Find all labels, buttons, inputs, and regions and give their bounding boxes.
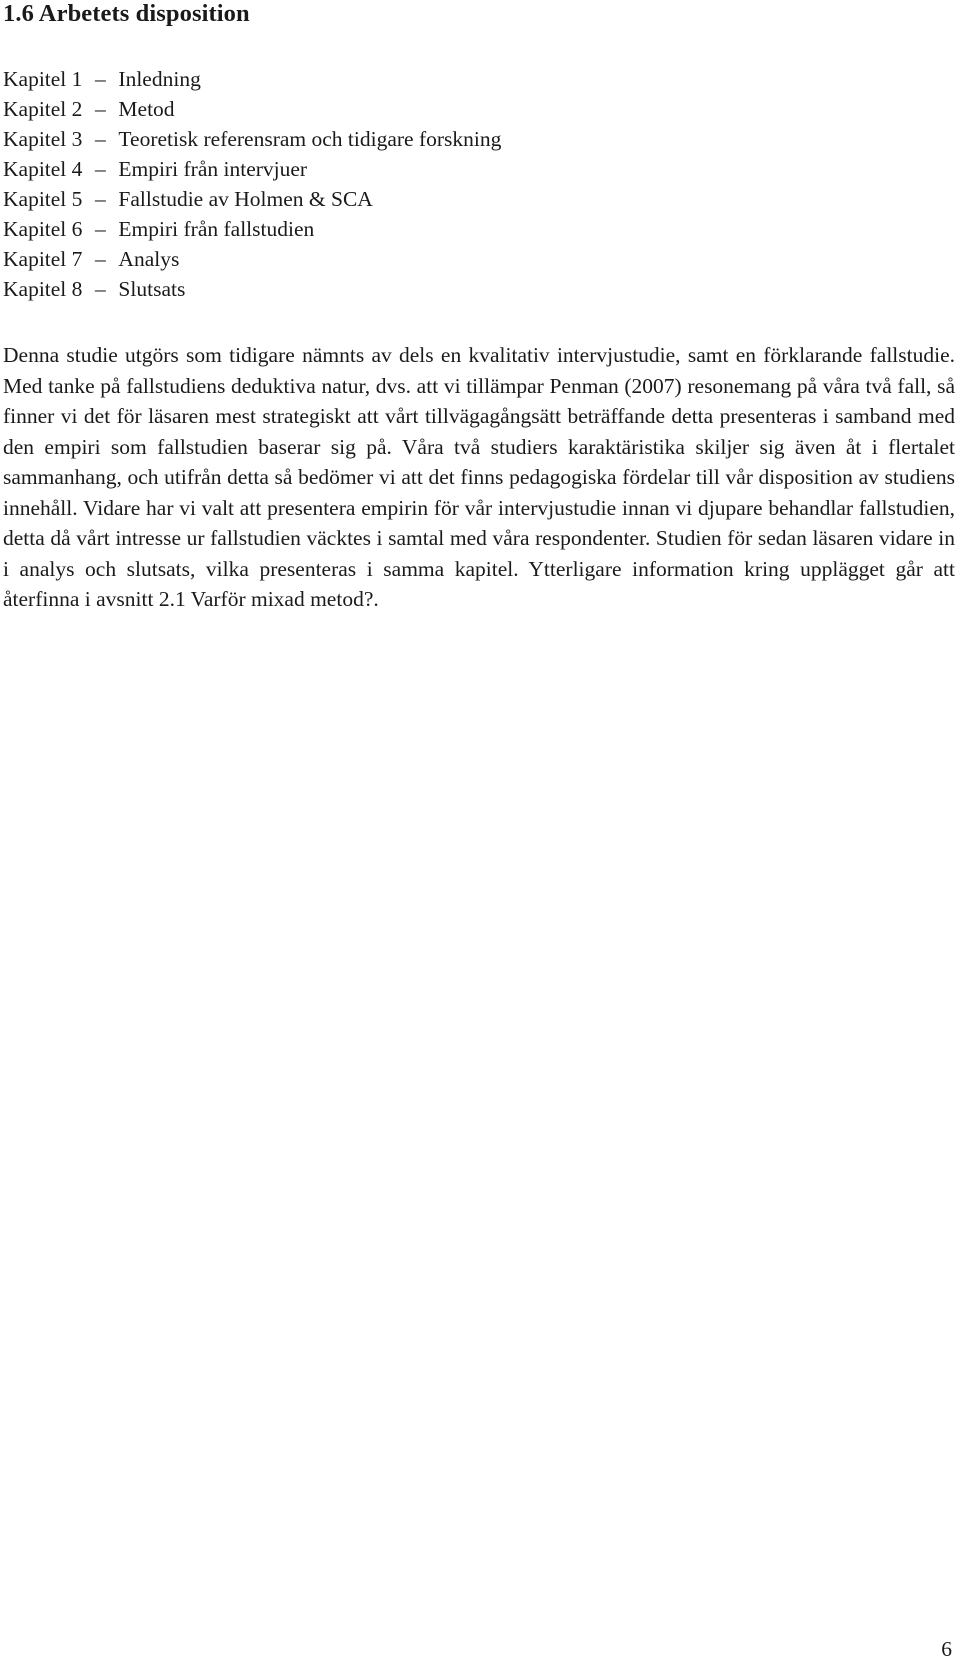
chapter-separator: – [95, 97, 106, 121]
chapter-title: Analys [118, 247, 180, 271]
chapter-title: Empiri från intervjuer [118, 157, 308, 181]
chapter-label: Kapitel 4 [3, 157, 83, 181]
chapter-separator: – [95, 127, 106, 151]
chapter-list [3, 64, 955, 304]
page-number: 6 [941, 1637, 952, 1661]
chapter-separator: – [95, 67, 106, 91]
chapter-label: Kapitel 1 [3, 67, 83, 91]
chapter-separator: – [95, 217, 106, 241]
chapter-separator: – [95, 157, 106, 181]
chapter-item [3, 64, 955, 94]
body-paragraph: Denna studie utgörs som tidigare nämnts av dels en kvalitativ intervjustudie, samt en förklarande fallstudie. Med tanke på fallstudiens deduktiva natur, dvs. att vi tillämpar Penman (2007) resonemang på våra två fall, så finner vi det för läsaren mest strategiskt att vårt tillvägagångsätt beträffande detta presenteras i samband med den empiri som fallstudien baserar sig på. Våra två studiers karaktäristika skiljer sig även åt i flertalet sammanhang, och utifrån detta så bedömer vi att det finns pedagogiska fördelar till vår disposition av studiens innehåll. Vidare har vi valt att presentera empirin för vår intervjustudie innan vi djupare behandlar fallstudien, detta då vårt intresse ur fallstudien väcktes i samtal med våra respondenter. Studien för sedan läsaren vidare in i analys och slutsats, vilka presenteras i samma kapitel. Ytterligare information kring upplägget går att återfinna i avsnitt 2.1 Varför mixad metod?. [3, 343, 955, 611]
chapter-label: Kapitel 5 [3, 187, 83, 211]
section-heading: 1.6 Arbetets disposition [3, 0, 250, 27]
chapter-item [3, 214, 955, 244]
chapter-item [3, 154, 955, 184]
chapter-item [3, 124, 955, 154]
chapter-label: Kapitel 2 [3, 97, 83, 121]
chapter-title: Metod [118, 97, 175, 121]
chapter-separator: – [95, 247, 106, 271]
chapter-item [3, 244, 955, 274]
document-page [3, 0, 955, 615]
chapter-label: Kapitel 3 [3, 127, 83, 151]
chapter-title: Teoretisk referensram och tidigare forskning [118, 127, 502, 151]
chapter-separator: – [95, 277, 106, 301]
chapter-item [3, 184, 955, 214]
chapter-label: Kapitel 6 [3, 217, 83, 241]
chapter-title: Slutsats [118, 277, 186, 301]
chapter-title: Fallstudie av Holmen & SCA [118, 187, 373, 211]
chapter-label: Kapitel 7 [3, 247, 83, 271]
chapter-label: Kapitel 8 [3, 277, 83, 301]
chapter-item [3, 274, 955, 304]
chapter-title: Inledning [118, 67, 201, 91]
chapter-separator: – [95, 187, 106, 211]
chapter-item [3, 94, 955, 124]
chapter-title: Empiri från fallstudien [118, 217, 315, 241]
